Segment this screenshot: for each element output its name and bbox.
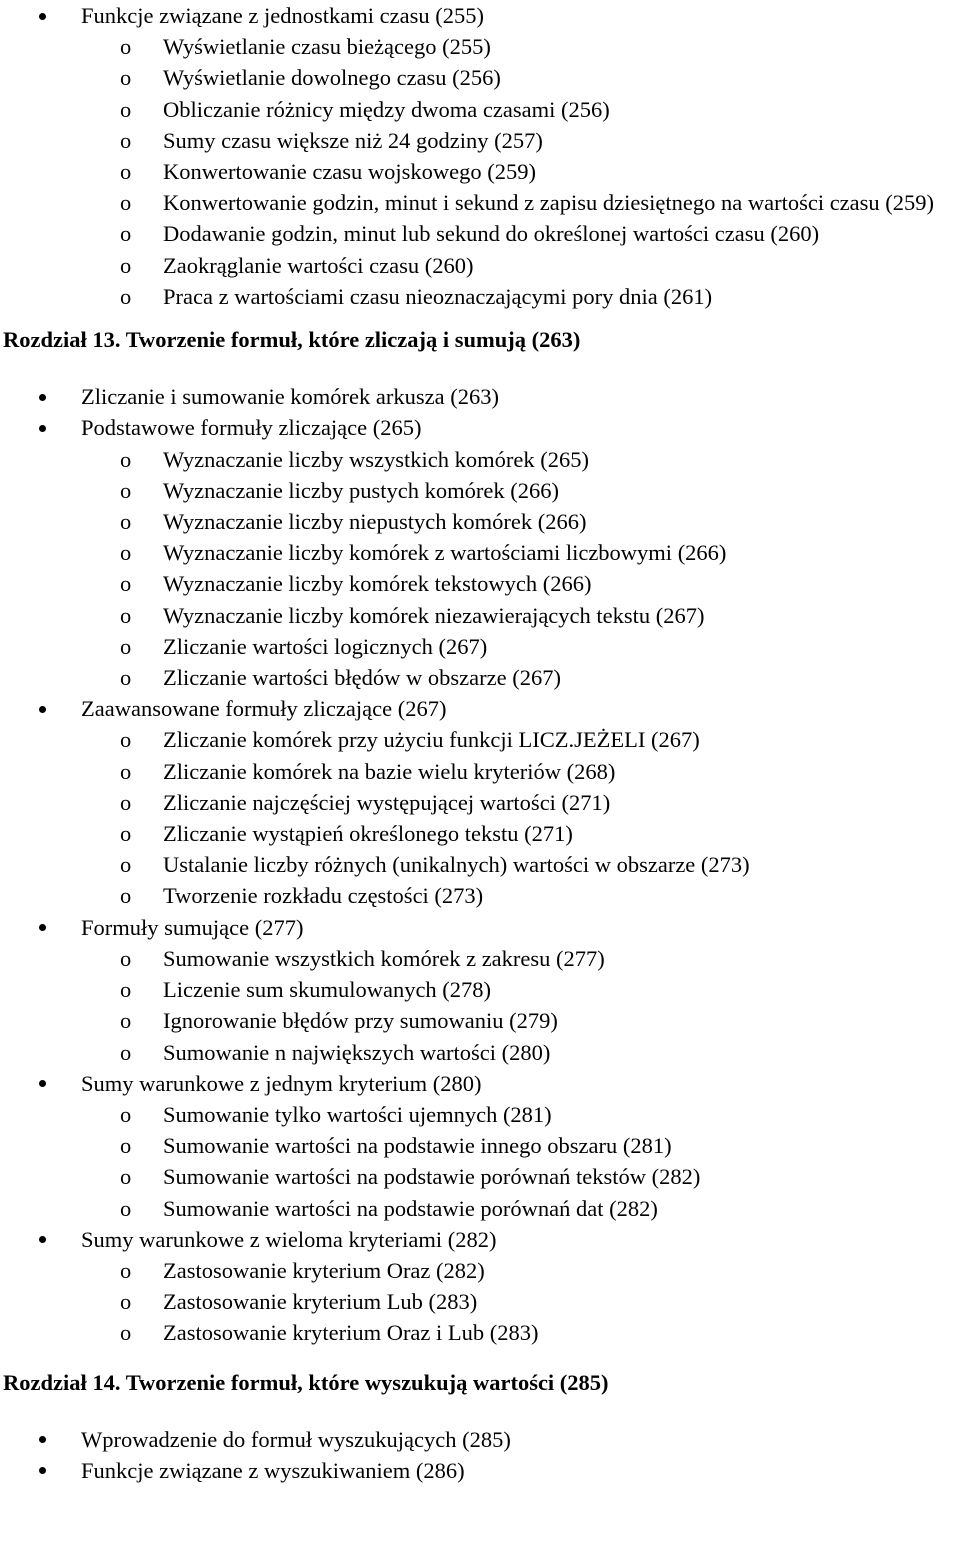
toc-entry (0, 1455, 960, 1486)
circle-bullet-icon: o (120, 65, 132, 91)
chapter-heading: Rozdział 13. Tworzenie formuł, które zliczają i sumują (263) (3, 327, 581, 353)
toc-subentry-label: Wyznaczanie liczby pustych komórek (266) (163, 477, 559, 503)
toc-subentry-label: Sumowanie wszystkich komórek z zakresu (277) (163, 945, 605, 971)
toc-subentry (0, 818, 960, 849)
toc-subentry (0, 31, 960, 62)
circle-bullet-icon: o (120, 1289, 132, 1315)
toc-subentry (0, 974, 960, 1005)
toc-subentry (0, 537, 960, 568)
toc-subentry-label: Wyznaczanie liczby komórek z wartościami liczbowymi (266) (163, 540, 727, 566)
toc-entry-label: Sumy warunkowe z wieloma kryteriami (282) (81, 1226, 497, 1252)
toc-subentry (0, 156, 960, 187)
toc-entry-label: Wprowadzenie do formuł wyszukujących (285) (81, 1426, 511, 1452)
circle-bullet-icon: o (120, 571, 132, 597)
toc-entry (0, 693, 960, 724)
toc-subentry-label: Wyznaczanie liczby komórek tekstowych (266) (163, 571, 592, 597)
circle-bullet-icon: o (120, 252, 132, 278)
toc-subentry-label: Sumowanie wartości na podstawie innego obszaru (281) (163, 1133, 672, 1159)
toc-subentry (0, 1005, 960, 1036)
bullet-icon (39, 924, 46, 931)
toc-entry (0, 1224, 960, 1255)
toc-subentry (0, 1130, 960, 1161)
toc-subentry-label: Obliczanie różnicy między dwoma czasami (256) (163, 96, 610, 122)
toc-subentry-label: Konwertowanie godzin, minut i sekund z zapisu dziesiętnego na wartości czasu (259) (163, 190, 935, 216)
toc-entry (0, 0, 960, 31)
toc-subentry-label: Wyznaczanie liczby niepustych komórek (266) (163, 509, 587, 535)
circle-bullet-icon: o (120, 821, 132, 847)
toc-entry-label: Sumy warunkowe z jednym kryterium (280) (81, 1070, 482, 1096)
toc-entry-label: Formuły sumujące (277) (81, 914, 304, 940)
toc-subentry (0, 724, 960, 755)
toc-subentry-label: Konwertowanie czasu wojskowego (259) (163, 159, 537, 185)
bullet-icon (39, 706, 46, 713)
bullet-icon (39, 1080, 46, 1087)
toc-section (0, 0, 960, 312)
circle-bullet-icon: o (120, 96, 132, 122)
toc-subentry-label: Ignorowanie błędów przy sumowaniu (279) (163, 1008, 558, 1034)
toc-subentry (0, 187, 960, 218)
circle-bullet-icon: o (120, 727, 132, 753)
circle-bullet-icon: o (120, 1008, 132, 1034)
toc-subentry (0, 600, 960, 631)
toc-subentry (0, 787, 960, 818)
toc-subentry-label: Zaokrąglanie wartości czasu (260) (163, 252, 474, 278)
circle-bullet-icon: o (120, 1164, 132, 1190)
toc-subentry-label: Zastosowanie kryterium Oraz i Lub (283) (163, 1320, 539, 1346)
circle-bullet-icon: o (120, 446, 132, 472)
toc-subentry (0, 943, 960, 974)
circle-bullet-icon: o (120, 509, 132, 535)
toc-subentry (0, 631, 960, 662)
toc-entry (0, 412, 960, 443)
toc-entry-label: Funkcje związane z jednostkami czasu (255) (81, 3, 484, 28)
circle-bullet-icon: o (120, 1195, 132, 1221)
toc-subentry-label: Wyznaczanie liczby wszystkich komórek (265) (163, 446, 589, 472)
circle-bullet-icon: o (120, 852, 132, 878)
toc-subentry (0, 281, 960, 312)
circle-bullet-icon: o (120, 1133, 132, 1159)
toc-subentry (0, 849, 960, 880)
circle-bullet-icon: o (120, 665, 132, 691)
toc-subentry (0, 475, 960, 506)
circle-bullet-icon: o (120, 540, 132, 566)
circle-bullet-icon: o (120, 127, 132, 153)
toc-entry-label: Podstawowe formuły zliczające (265) (81, 415, 422, 441)
circle-bullet-icon: o (120, 1320, 132, 1346)
toc-subentry (0, 218, 960, 249)
circle-bullet-icon: o (120, 789, 132, 815)
chapter-heading: Rozdział 14. Tworzenie formuł, które wyszukują wartości (285) (3, 1369, 609, 1395)
toc-subentry-label: Zliczanie wartości logicznych (267) (163, 633, 488, 659)
toc-section (0, 1367, 960, 1487)
toc-subentry-label: Zliczanie komórek na bazie wielu kryteriów (268) (163, 758, 616, 784)
toc-subentry (0, 1317, 960, 1348)
circle-bullet-icon: o (120, 283, 132, 309)
toc-subentry-label: Sumowanie n największych wartości (280) (163, 1039, 551, 1065)
toc-entry-label: Zaawansowane formuły zliczające (267) (81, 696, 447, 722)
toc-entry-label: Zliczanie i sumowanie komórek arkusza (263) (81, 384, 499, 410)
toc-section (0, 324, 960, 1349)
toc-entry (0, 912, 960, 943)
circle-bullet-icon: o (120, 977, 132, 1003)
toc-subentry-label: Liczenie sum skumulowanych (278) (163, 977, 492, 1003)
circle-bullet-icon: o (120, 945, 132, 971)
toc-subentry-label: Sumy czasu większe niż 24 godziny (257) (163, 127, 543, 153)
toc-subentry (0, 506, 960, 537)
toc-subentry (0, 1099, 960, 1130)
toc-subentry-label: Ustalanie liczby różnych (unikalnych) wartości w obszarze (273) (163, 852, 750, 878)
circle-bullet-icon: o (120, 602, 132, 628)
circle-bullet-icon: o (120, 1039, 132, 1065)
toc-subentry-label: Zliczanie wystąpień określonego tekstu (271) (163, 821, 573, 847)
toc-subentry-label: Tworzenie rozkładu częstości (273) (163, 883, 484, 909)
toc-entry-label: Funkcje związane z wyszukiwaniem (286) (81, 1457, 465, 1483)
toc-subentry (0, 444, 960, 475)
toc-entry (0, 381, 960, 412)
toc-subentry (0, 1193, 960, 1224)
toc-subentry-label: Zastosowanie kryterium Oraz (282) (163, 1257, 485, 1283)
circle-bullet-icon: o (120, 221, 132, 247)
toc-subentry-label: Wyświetlanie dowolnego czasu (256) (163, 65, 501, 91)
toc-subentry-label: Sumowanie tylko wartości ujemnych (281) (163, 1101, 552, 1127)
circle-bullet-icon: o (120, 758, 132, 784)
circle-bullet-icon: o (120, 159, 132, 185)
bullet-icon (39, 1467, 46, 1474)
toc-entry (0, 1068, 960, 1099)
toc-subentry (0, 125, 960, 156)
toc-subentry-label: Zliczanie wartości błędów w obszarze (267) (163, 665, 561, 691)
circle-bullet-icon: o (120, 633, 132, 659)
toc-subentry (0, 662, 960, 693)
toc-subentry (0, 756, 960, 787)
bullet-icon (39, 425, 46, 432)
toc-subentry (0, 94, 960, 125)
toc-subentry-label: Sumowanie wartości na podstawie porównań tekstów (282) (163, 1164, 701, 1190)
circle-bullet-icon: o (120, 1101, 132, 1127)
toc-subentry (0, 880, 960, 911)
circle-bullet-icon: o (120, 883, 132, 909)
toc-subentry (0, 1286, 960, 1317)
circle-bullet-icon: o (120, 34, 132, 60)
bullet-icon (39, 394, 46, 401)
toc-subentry-label: Wyświetlanie czasu bieżącego (255) (163, 34, 491, 60)
circle-bullet-icon: o (120, 1257, 132, 1283)
toc-subentry-label: Zastosowanie kryterium Lub (283) (163, 1289, 478, 1315)
toc-subentry-label: Dodawanie godzin, minut lub sekund do określonej wartości czasu (260) (163, 221, 820, 247)
circle-bullet-icon: o (120, 477, 132, 503)
circle-bullet-icon: o (120, 190, 132, 216)
toc-subentry-label: Praca z wartościami czasu nieoznaczającymi pory dnia (261) (163, 283, 713, 309)
bullet-icon (39, 13, 46, 20)
toc-subentry-label: Sumowanie wartości na podstawie porównań dat (282) (163, 1195, 658, 1221)
toc-subentry (0, 568, 960, 599)
toc-subentry-label: Zliczanie komórek przy użyciu funkcji LICZ.JEŻELI (267) (163, 727, 700, 753)
toc-subentry (0, 62, 960, 93)
toc-subentry (0, 250, 960, 281)
bullet-icon (39, 1436, 46, 1443)
toc-subentry-label: Zliczanie najczęściej występującej wartości (271) (163, 789, 611, 815)
bullet-icon (39, 1236, 46, 1243)
toc-subentry (0, 1255, 960, 1286)
toc-entry (0, 1424, 960, 1455)
toc-subentry (0, 1161, 960, 1192)
toc-subentry (0, 1037, 960, 1068)
toc-subentry-label: Wyznaczanie liczby komórek niezawierających tekstu (267) (163, 602, 705, 628)
